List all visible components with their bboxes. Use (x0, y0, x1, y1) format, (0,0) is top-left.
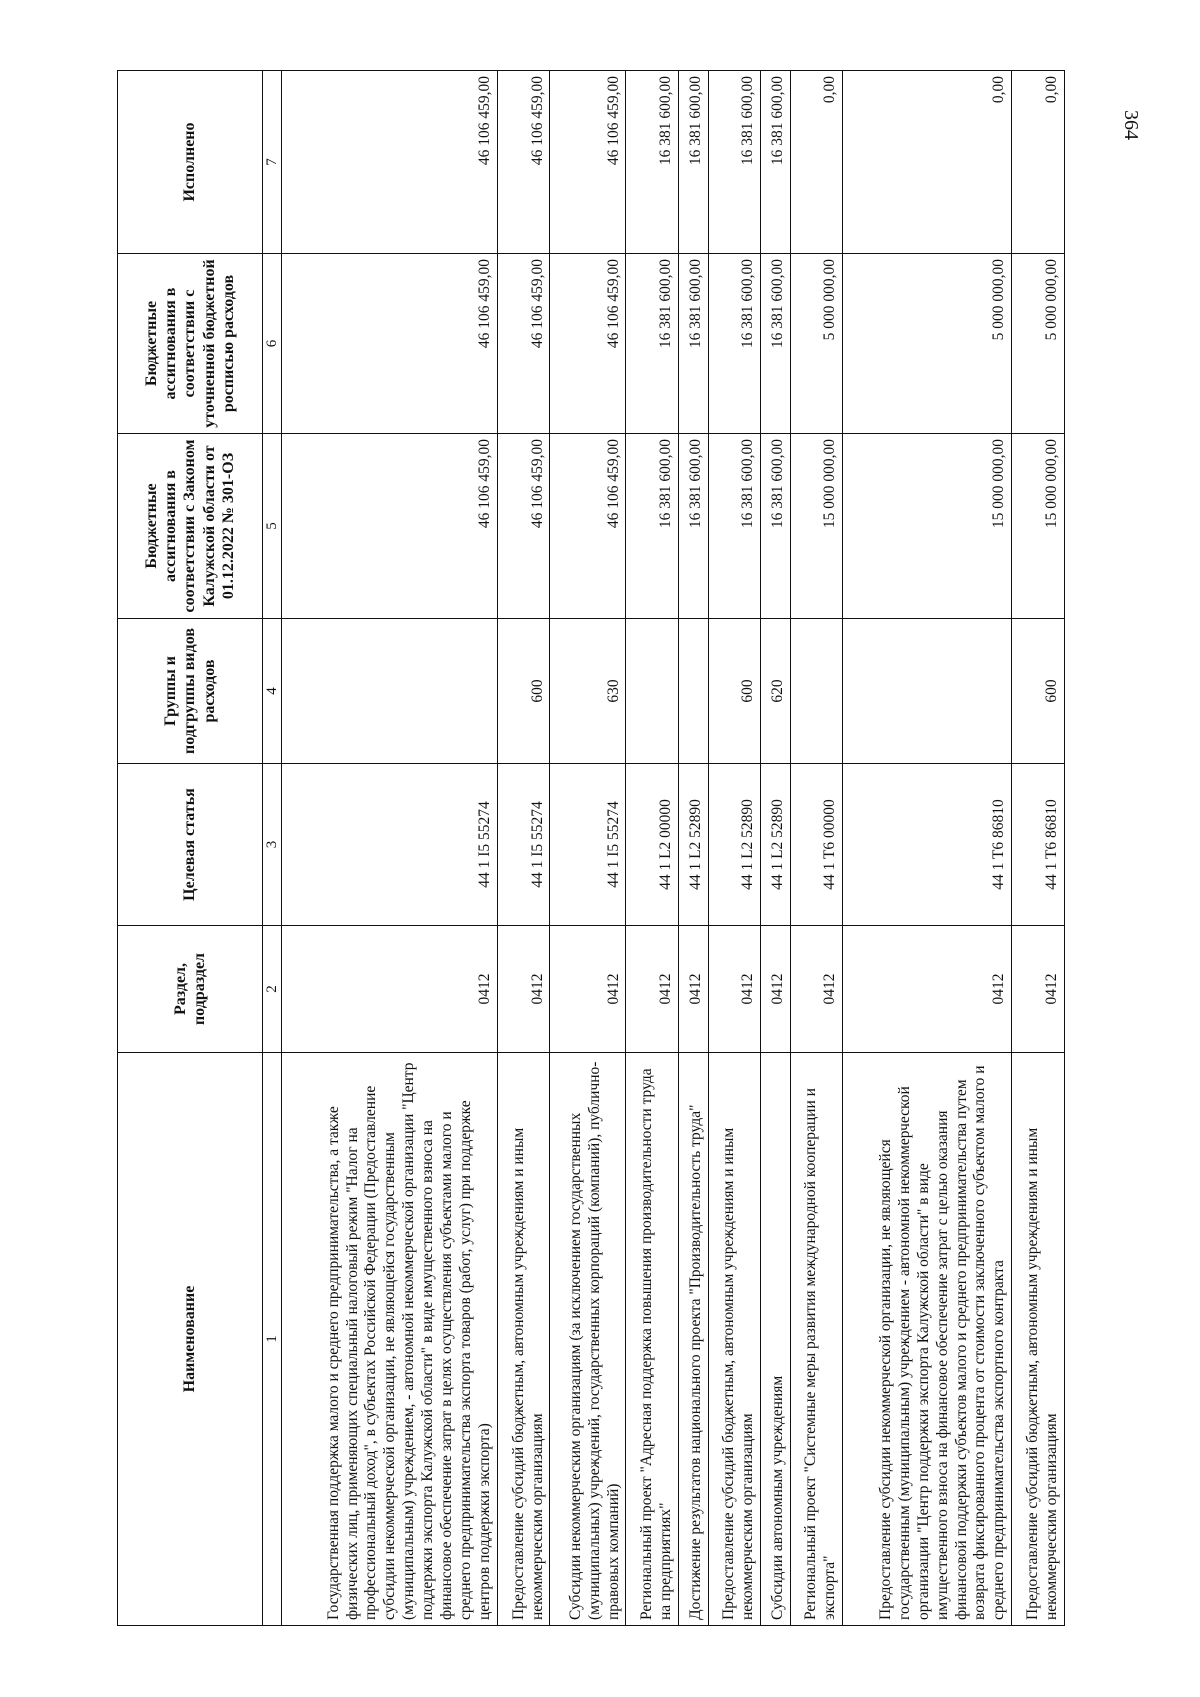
row-updated-amount: 46 106 459,00 (282, 254, 498, 434)
column-number: 5 (263, 434, 282, 619)
row-group: 620 (761, 619, 790, 764)
row-executed-amount: 0,00 (1012, 71, 1065, 254)
header-section: Раздел, подраздел (118, 926, 263, 1053)
row-name: Государственная поддержка малого и среднего предпринимательства, а также физических лиц, применяющих специальный налоговый режим "Налог на профессиональный доход", в субъектах Российской Федерации (Предоставление субсидии некоммерческой организации, не являющейся государственным (муниципальным) учреждением, - автономной некоммерческой организации "Центр поддержки экспорта Калужской области" в виде имущественного взноса на финансовое обеспечение затрат в целях осуществления субъектами малого и среднего предпринимательства экспорта товаров (работ, услуг) при поддержке центров поддержки экспорта) (282, 1053, 498, 1626)
row-law-amount: 46 106 459,00 (282, 434, 498, 619)
column-number: 7 (263, 71, 282, 254)
table-row (843, 71, 1012, 1626)
row-article: 44 1 I5 55274 (282, 764, 498, 926)
row-group (843, 619, 1012, 764)
table-row (1012, 71, 1065, 1626)
column-number: 3 (263, 764, 282, 926)
table-row (282, 71, 498, 1626)
row-executed-amount: 0,00 (843, 71, 1012, 254)
row-law-amount: 16 381 600,00 (679, 434, 708, 619)
row-section: 0412 (626, 926, 679, 1053)
row-group: 600 (1012, 619, 1065, 764)
row-article: 44 1 T6 86810 (1012, 764, 1065, 926)
row-law-amount: 16 381 600,00 (761, 434, 790, 619)
row-name: Предоставление субсидий бюджетным, автономным учреждениям и иным некоммерческим организациям (1012, 1053, 1065, 1626)
row-group (626, 619, 679, 764)
row-updated-amount: 5 000 000,00 (790, 254, 843, 434)
row-executed-amount: 46 106 459,00 (497, 71, 550, 254)
column-number-row (263, 71, 282, 1626)
row-law-amount: 16 381 600,00 (708, 434, 761, 619)
row-section: 0412 (790, 926, 843, 1053)
page-number: 364 (1120, 110, 1142, 140)
row-executed-amount: 46 106 459,00 (550, 71, 626, 254)
table-row (679, 71, 708, 1626)
header-law: Бюджетные ассигнования в соответствии с Законом Калужской области от 01.12.2022 № 301-ОЗ (118, 434, 263, 619)
row-name: Субсидии автономным учреждениям (761, 1053, 790, 1626)
row-law-amount: 46 106 459,00 (497, 434, 550, 619)
row-group (679, 619, 708, 764)
header-name: Наименование (118, 1053, 263, 1626)
row-updated-amount: 46 106 459,00 (550, 254, 626, 434)
table-row (550, 71, 626, 1626)
row-name: Региональный проект "Адресная поддержка повышения производительности труда на предприятиях" (626, 1053, 679, 1626)
row-name: Достижение результатов национального проекта "Производительность труда" (679, 1053, 708, 1626)
rotated-table-container (117, 71, 1065, 1626)
row-article: 44 1 L2 52890 (708, 764, 761, 926)
row-section: 0412 (497, 926, 550, 1053)
row-name: Предоставление субсидий бюджетным, автономным учреждениям и иным некоммерческим организациям (497, 1053, 550, 1626)
row-updated-amount: 16 381 600,00 (626, 254, 679, 434)
row-law-amount: 15 000 000,00 (790, 434, 843, 619)
row-article: 44 1 L2 52890 (761, 764, 790, 926)
row-article: 44 1 I5 55274 (497, 764, 550, 926)
row-updated-amount: 16 381 600,00 (708, 254, 761, 434)
row-name: Региональный проект "Системные меры развития международной кооперации и экспорта" (790, 1053, 843, 1626)
budget-table (117, 70, 1065, 1626)
table-row (790, 71, 843, 1626)
table-row (626, 71, 679, 1626)
row-name: Предоставление субсидии некоммерческой организации, не являющейся государственным (муниципальным) учреждением - автономной некоммерческой организации "Центр поддержки экспорта Калужской области" в виде имущественного взноса на финансовое обеспечение затрат с целью оказания финансовой поддержки субъектов малого и среднего предпринимательства путем возврата фиксированного процента от стоимости заключенного субъектом малого и среднего предпринимательства экспортного контракта (843, 1053, 1012, 1626)
row-name: Предоставление субсидий бюджетным, автономным учреждениям и иным некоммерческим организациям (708, 1053, 761, 1626)
header-row (118, 71, 263, 1626)
row-name: Субсидии некоммерческим организациям (за исключением государственных (муниципальных) учреждений, государственных корпораций (компаний), публично-правовых компаний) (550, 1053, 626, 1626)
row-executed-amount: 16 381 600,00 (708, 71, 761, 254)
row-law-amount: 16 381 600,00 (626, 434, 679, 619)
row-section: 0412 (679, 926, 708, 1053)
row-group: 630 (550, 619, 626, 764)
row-section: 0412 (843, 926, 1012, 1053)
row-article: 44 1 I5 55274 (550, 764, 626, 926)
row-executed-amount: 0,00 (790, 71, 843, 254)
header-executed: Исполнено (118, 71, 263, 254)
row-group (282, 619, 498, 764)
row-group: 600 (708, 619, 761, 764)
row-section: 0412 (1012, 926, 1065, 1053)
row-article: 44 1 T6 00000 (790, 764, 843, 926)
row-executed-amount: 46 106 459,00 (282, 71, 498, 254)
row-law-amount: 15 000 000,00 (843, 434, 1012, 619)
row-group: 600 (497, 619, 550, 764)
row-updated-amount: 5 000 000,00 (1012, 254, 1065, 434)
row-section: 0412 (761, 926, 790, 1053)
row-updated-amount: 16 381 600,00 (761, 254, 790, 434)
row-law-amount: 46 106 459,00 (550, 434, 626, 619)
row-executed-amount: 16 381 600,00 (679, 71, 708, 254)
row-updated-amount: 16 381 600,00 (679, 254, 708, 434)
column-number: 6 (263, 254, 282, 434)
row-article: 44 1 T6 86810 (843, 764, 1012, 926)
row-updated-amount: 5 000 000,00 (843, 254, 1012, 434)
row-section: 0412 (550, 926, 626, 1053)
header-group: Группы и подгруппы видов расходов (118, 619, 263, 764)
row-section: 0412 (708, 926, 761, 1053)
table-row (708, 71, 761, 1626)
row-executed-amount: 16 381 600,00 (761, 71, 790, 254)
column-number: 4 (263, 619, 282, 764)
row-article: 44 1 L2 52890 (679, 764, 708, 926)
header-updated: Бюджетные ассигнования в соответствии с уточненной бюджетной росписью расходов (118, 254, 263, 434)
row-executed-amount: 16 381 600,00 (626, 71, 679, 254)
row-law-amount: 15 000 000,00 (1012, 434, 1065, 619)
row-article: 44 1 L2 00000 (626, 764, 679, 926)
table-row (497, 71, 550, 1626)
header-article: Целевая статья (118, 764, 263, 926)
column-number: 1 (263, 1053, 282, 1626)
row-section: 0412 (282, 926, 498, 1053)
table-body (282, 71, 1065, 1626)
column-number: 2 (263, 926, 282, 1053)
row-group (790, 619, 843, 764)
row-updated-amount: 46 106 459,00 (497, 254, 550, 434)
table-row (761, 71, 790, 1626)
